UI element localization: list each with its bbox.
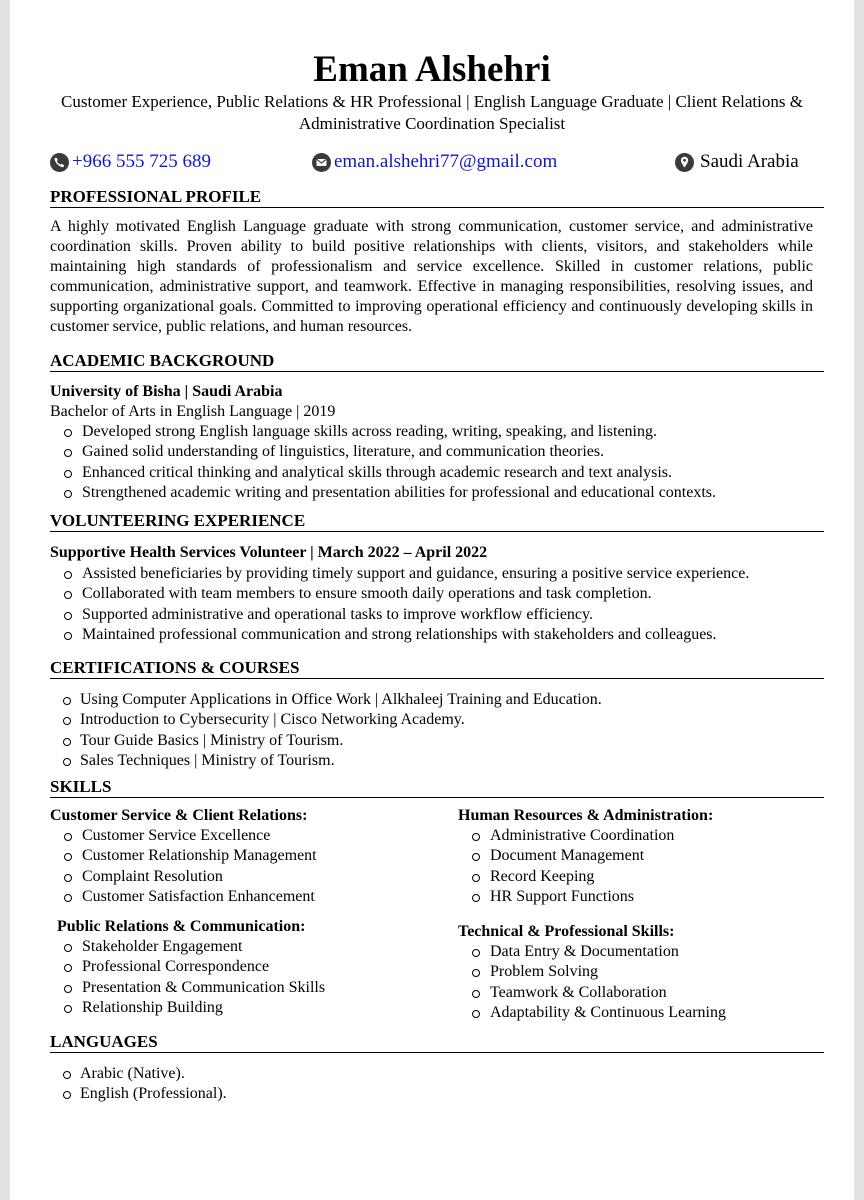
section-heading-volunteering: VOLUNTEERING EXPERIENCE xyxy=(50,511,824,532)
list-item: Customer Relationship Management xyxy=(50,846,317,866)
section-heading-skills: SKILLS xyxy=(50,777,824,798)
skill-group-list xyxy=(458,826,674,907)
contact-email xyxy=(312,150,557,174)
section-heading-languages: LANGUAGES xyxy=(50,1032,824,1053)
section-heading-certifications: CERTIFICATIONS & COURSES xyxy=(50,658,824,679)
resume-page xyxy=(10,0,854,1200)
language-list xyxy=(50,1064,227,1105)
list-item: Relationship Building xyxy=(50,998,325,1018)
skill-group-title: Public Relations & Communication: xyxy=(57,918,306,935)
institution: University of Bisha | Saudi Arabia xyxy=(50,383,283,400)
degree: Bachelor of Arts in English Language | 2019 xyxy=(50,403,336,420)
list-item: Complaint Resolution xyxy=(50,867,317,887)
list-item: Adaptability & Continuous Learning xyxy=(458,1003,726,1023)
list-item: Maintained professional communication and strong relationships with stakeholders and colleagues. xyxy=(50,625,749,645)
list-item: HR Support Functions xyxy=(458,887,674,907)
list-item: Document Management xyxy=(458,846,674,866)
candidate-headline: Customer Experience, Public Relations & HR Professional | English Language Graduate | Client Relations & Administrative Coordination Specialist xyxy=(61,92,803,133)
skill-group-title: Technical & Professional Skills: xyxy=(458,923,675,940)
list-item: Developed strong English language skills across reading, writing, speaking, and listening. xyxy=(50,422,716,442)
volunteering-bullets xyxy=(50,564,749,645)
list-item: Supported administrative and operational tasks to improve workflow efficiency. xyxy=(50,605,749,625)
profile-summary: A highly motivated English Language graduate with strong communication, customer service, and administrative coordination skills. Proven ability to build positive relationships with clients, visitors, and stakeholders while maintaining high standards of professionalism and service excellence. Skilled in customer relations, public communication, administrative support, and teamwork. Effective in managing responsibilities, resolving issues, and supporting organizational goals. Committed to improving operational efficiency and continuously developing skills in customer service, public relations, and human resources. xyxy=(50,218,813,335)
list-item: Teamwork & Collaboration xyxy=(458,983,726,1003)
skill-group-list xyxy=(50,937,325,1018)
list-item: Collaborated with team members to ensure smooth daily operations and task completion. xyxy=(50,584,749,604)
list-item: Strengthened academic writing and presentation abilities for professional and educational contexts. xyxy=(50,483,716,503)
contact-phone xyxy=(50,150,211,174)
skill-group-title: Customer Service & Client Relations: xyxy=(50,807,308,824)
skill-group-list xyxy=(458,942,726,1023)
skill-group-title: Human Resources & Administration: xyxy=(458,807,714,824)
contact-location xyxy=(675,150,799,174)
list-item: Customer Satisfaction Enhancement xyxy=(50,887,317,907)
phone-icon xyxy=(50,153,69,172)
list-item: Administrative Coordination xyxy=(458,826,674,846)
right-margin xyxy=(854,0,864,1200)
list-item: Presentation & Communication Skills xyxy=(50,978,325,998)
map-pin-icon xyxy=(675,153,694,172)
location-text: Saudi Arabia xyxy=(700,151,799,172)
list-item: Stakeholder Engagement xyxy=(50,937,325,957)
certification-list xyxy=(50,690,602,771)
list-item: Professional Correspondence xyxy=(50,957,325,977)
list-item: Assisted beneficiaries by providing timely support and guidance, ensuring a positive service experience. xyxy=(50,564,749,584)
list-item: Enhanced critical thinking and analytical skills through academic research and text analysis. xyxy=(50,463,716,483)
list-item: Record Keeping xyxy=(458,867,674,887)
candidate-name: Eman Alshehri xyxy=(313,49,551,90)
list-item: Arabic (Native). xyxy=(50,1064,227,1084)
volunteer-role: Supportive Health Services Volunteer | March 2022 – April 2022 xyxy=(50,544,488,561)
academic-bullets xyxy=(50,422,716,503)
section-heading-academic: ACADEMIC BACKGROUND xyxy=(50,351,824,372)
phone-number[interactable]: +966 555 725 689 xyxy=(72,151,211,172)
email-link[interactable]: eman.alshehri77@gmail.com xyxy=(334,151,558,172)
envelope-icon xyxy=(312,153,331,172)
left-margin xyxy=(0,0,10,1200)
list-item: English (Professional). xyxy=(50,1084,227,1104)
list-item: Gained solid understanding of linguistics, literature, and communication theories. xyxy=(50,442,716,462)
list-item: Data Entry & Documentation xyxy=(458,942,726,962)
list-item: Introduction to Cybersecurity | Cisco Networking Academy. xyxy=(50,710,602,730)
skill-group-list xyxy=(50,826,317,907)
list-item: Sales Techniques | Ministry of Tourism. xyxy=(50,751,602,771)
list-item: Tour Guide Basics | Ministry of Tourism. xyxy=(50,731,602,751)
list-item: Customer Service Excellence xyxy=(50,826,317,846)
list-item: Using Computer Applications in Office Work | Alkhaleej Training and Education. xyxy=(50,690,602,710)
section-heading-profile: PROFESSIONAL PROFILE xyxy=(50,187,824,208)
list-item: Problem Solving xyxy=(458,962,726,982)
